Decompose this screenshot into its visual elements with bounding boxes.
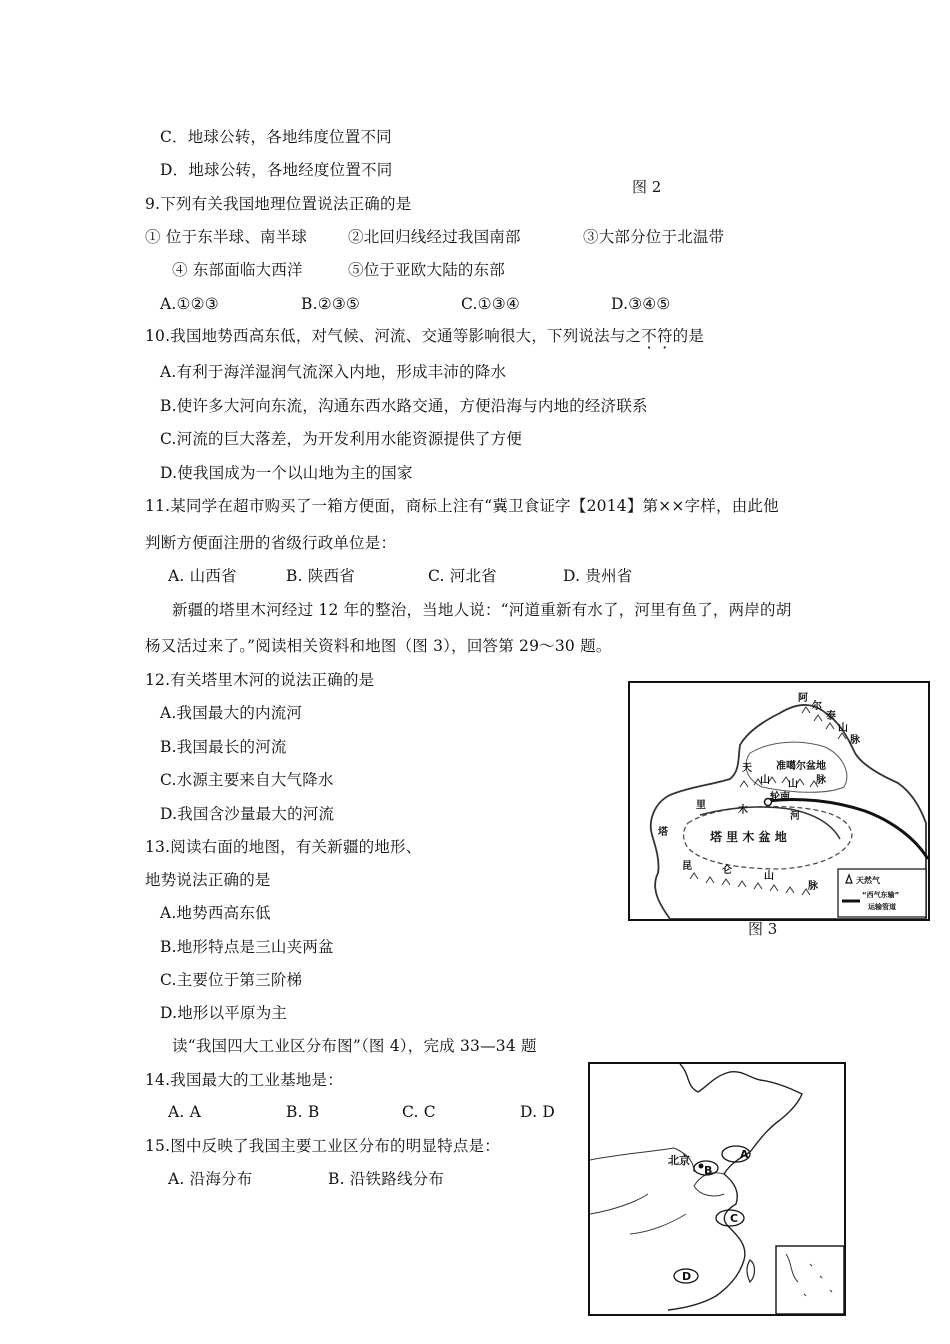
label-region-d: D <box>682 1270 692 1283</box>
q9-item-2: ②北回归线经过我国南部 <box>348 228 521 246</box>
q13-option-c: C.主要位于第三阶梯 <box>160 971 303 989</box>
q9-option-a: A.①②③ <box>160 295 219 313</box>
q10-option-c: C.河流的巨大落差，为开发利用水能资源提供了方便 <box>160 430 523 448</box>
label-river-1: 里 <box>696 800 706 811</box>
q13-option-b: B.地形特点是三山夹两盆 <box>160 938 334 956</box>
beijing-marker <box>699 1164 704 1169</box>
label-kun-2: 仑 <box>722 865 732 876</box>
q11-stem-line2: 判断方便面注册的省级行政单位是： <box>145 534 397 552</box>
q14-stem: 14.我国最大的工业基地是： <box>145 1071 343 1089</box>
q8-option-d: D．地球公转，各地经度位置不同 <box>160 161 393 179</box>
label-kun-1: 昆 <box>682 861 692 872</box>
q13-stem-line1: 13.阅读右面的地图，有关新疆的地形、 <box>145 838 422 856</box>
label-tian-3: 山 <box>788 779 798 790</box>
q11-stem-line1: 11.某同学在超市购买了一箱方便面，商标上注有“冀卫食证字【2014】第××字样，由此他 <box>145 497 779 515</box>
label-luntai: 轮南 <box>770 792 790 803</box>
q11-option-d: D. 贵州省 <box>563 567 633 585</box>
q11-option-c: C. 河北省 <box>428 567 497 585</box>
label-altai-3: 泰 <box>826 711 836 722</box>
q10-emphasis-fu: 符 <box>656 327 673 345</box>
q10-emphasis-bu: 不 <box>641 327 657 345</box>
q10-stem-pre: 10.我国地势西高东低，对气候、河流、交通等影响很大，下列说法与之 <box>145 327 642 345</box>
label-river-3: 河 <box>790 811 800 822</box>
q9-option-b: B.②③⑤ <box>301 295 361 313</box>
label-river-2: 木 <box>738 805 748 816</box>
q9-item-4: ④ 东部面临大西洋 <box>172 261 303 279</box>
q10-stem-post: 的是 <box>672 327 705 345</box>
label-beijing: 北京 <box>668 1154 690 1167</box>
q12-option-a: A.我国最大的内流河 <box>160 704 303 722</box>
passage-line1: 新疆的塔里木河经过 12 年的整治，当地人说：“河道重新有水了，河里有鱼了，两岸的胡 <box>172 601 792 619</box>
figure-3-map <box>628 681 930 921</box>
label-region-c: C <box>730 1212 739 1225</box>
label-altai-2: 尔 <box>812 701 822 712</box>
figure-2-caption: 图 2 <box>632 178 662 196</box>
label-tian-2: 山 <box>760 775 770 786</box>
q9-stem: 9.下列有关我国地理位置说法正确的是 <box>145 195 412 213</box>
q14-option-a: A. A <box>168 1103 202 1121</box>
label-altai-4: 山 <box>838 723 848 734</box>
label-ta: 塔 <box>658 827 668 838</box>
legend-pipeline-1: “西气东输” <box>862 891 900 899</box>
label-altai-1: 阿 <box>798 693 808 704</box>
label-tarim-basin: 塔 里 木 盆 地 <box>710 830 787 844</box>
figure-3-caption: 图 3 <box>748 920 778 938</box>
figure-4-map <box>588 1062 846 1316</box>
q13-option-d: D.地形以平原为主 <box>160 1004 288 1022</box>
q9-item-3: ③大部分位于北温带 <box>583 228 725 246</box>
q13-stem-line2: 地势说法正确的是 <box>145 871 271 889</box>
label-region-b: B <box>704 1164 713 1177</box>
q9-item-1: ① 位于东半球、南半球 <box>145 228 308 246</box>
q14-option-b: B. B <box>286 1103 320 1121</box>
q8-option-c: C．地球公转，各地纬度位置不同 <box>160 128 392 146</box>
label-tian-4: 脉 <box>816 775 826 786</box>
q12-option-b: B.我国最长的河流 <box>160 738 287 756</box>
q10-stem <box>145 326 704 346</box>
passage-line2: 杨又活过来了。”阅读相关资料和地图（图 3），回答第 29～30 题。 <box>145 637 612 655</box>
q15-stem: 15.图中反映了我国主要工业区分布的明显特点是： <box>145 1137 500 1155</box>
legend-gas: 天然气 <box>856 876 880 885</box>
q14-option-c: C. C <box>402 1103 436 1121</box>
q15-option-b: B. 沿铁路线分布 <box>328 1170 445 1188</box>
q11-option-b: B. 陕西省 <box>286 567 355 585</box>
q12-option-c: C.水源主要来自大气降水 <box>160 771 334 789</box>
q9-option-d: D.③④⑤ <box>611 295 671 313</box>
q12-option-d: D.我国含沙量最大的河流 <box>160 805 335 823</box>
legend-pipeline-2: 运输管道 <box>868 903 896 911</box>
q9-option-c: C.①③④ <box>461 295 520 313</box>
q10-option-b: B.使许多大河向东流，沟通东西水路交通，方便沿海与内地的经济联系 <box>160 397 648 415</box>
q10-option-d: D.使我国成为一个以山地为主的国家 <box>160 464 413 482</box>
label-region-a: A <box>740 1148 749 1161</box>
read-figure-4-prompt: 读“我国四大工业区分布图”（图 4），完成 33—34 题 <box>172 1037 537 1055</box>
label-altai-5: 脉 <box>850 735 860 746</box>
label-tian-1: 天 <box>742 763 752 774</box>
q15-option-a: A. 沿海分布 <box>168 1170 253 1188</box>
q11-option-a: A. 山西省 <box>168 567 237 585</box>
q9-item-5: ⑤位于亚欧大陆的东部 <box>348 261 506 279</box>
label-kun-3: 山 <box>764 871 774 882</box>
q14-option-d: D. D <box>520 1103 555 1121</box>
label-kun-4: 脉 <box>808 881 818 892</box>
q13-option-a: A.地势西高东低 <box>160 904 271 922</box>
q10-option-a: A.有利于海洋湿润气流深入内地，形成丰沛的降水 <box>160 363 507 381</box>
q12-stem: 12.有关塔里木河的说法正确的是 <box>145 671 375 689</box>
label-junggar-basin: 准噶尔盆地 <box>776 761 826 772</box>
